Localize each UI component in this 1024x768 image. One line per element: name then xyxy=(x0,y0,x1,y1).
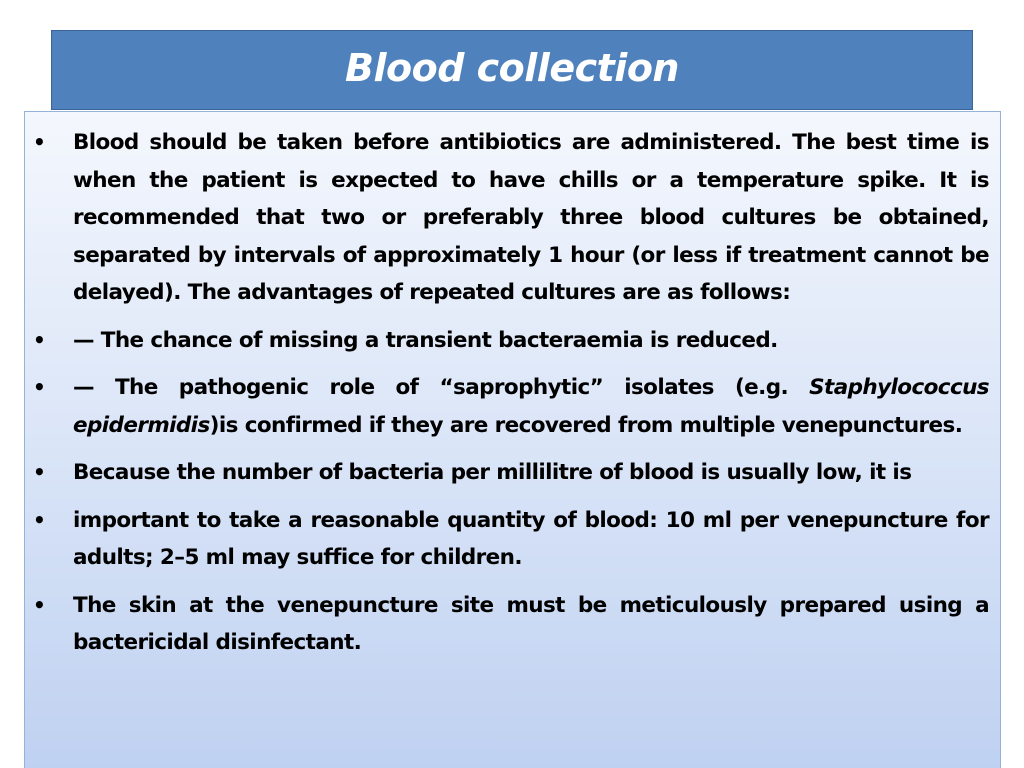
bullet-item-bacteria-count xyxy=(25,454,1000,492)
bullet-text-part: )is confirmed if they are recovered from multiple venepunctures. xyxy=(209,412,963,438)
bullet-dot-icon: • xyxy=(33,375,46,399)
organism-name: Staphylococcus epidermidis xyxy=(73,375,989,438)
bullet-list xyxy=(25,124,1000,672)
bullet-text: Because the number of bacteria per millilitre of blood is usually low, it is xyxy=(73,460,912,485)
bullet-item-timing xyxy=(25,124,1000,312)
bullet-dot-icon: • xyxy=(33,460,46,484)
bullet-item-transient xyxy=(25,322,1000,360)
bullet-item-quantity xyxy=(25,502,1000,577)
bullet-item-skin-prep xyxy=(25,587,1000,662)
bullet-dot-icon: • xyxy=(33,327,46,352)
bullet-dot-icon: • xyxy=(33,592,46,617)
bullet-dot-icon: • xyxy=(33,507,46,532)
bullet-text: important to take a reasonable quantity of blood: 10 ml per venepuncture for adults; 2–5 ml may suffice for children. xyxy=(73,507,989,570)
bullet-text xyxy=(73,369,989,444)
bullet-text: The skin at the venepuncture site must be meticulously prepared using a bactericidal disinfectant. xyxy=(73,592,989,655)
bullet-text: Blood should be taken before antibiotics are administered. The best time is when the patient is expected to have chills or a temperature spike. It is recommended that two or preferably three blood cultures be obtained, separated by intervals of approximately 1 hour (or less if treatment cannot be delayed). The advantages of repeated cultures are as follows: xyxy=(73,130,989,305)
content-box xyxy=(24,111,1001,768)
bullet-item-saprophytic xyxy=(25,369,1000,444)
bullet-dot-icon: • xyxy=(33,130,46,154)
slide-title: Blood collection xyxy=(345,46,679,90)
bullet-text: — The chance of missing a transient bacteraemia is reduced. xyxy=(73,327,778,353)
bullet-text-part: — The pathogenic role of “saprophytic” isolates (e.g. xyxy=(73,375,810,400)
